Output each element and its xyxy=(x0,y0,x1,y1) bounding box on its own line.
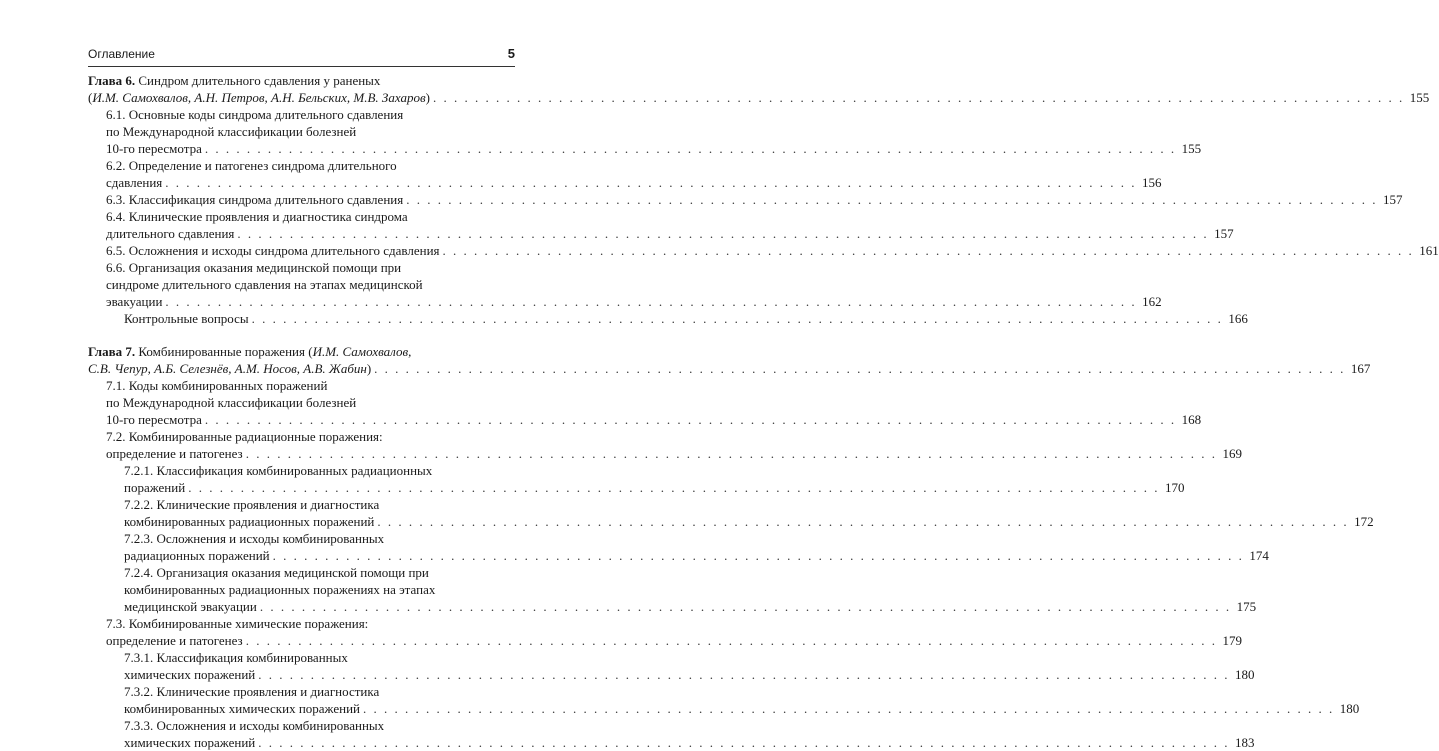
toc-entry-text-line: синдроме длительного сдавления на этапах медицинской xyxy=(106,277,423,292)
running-header xyxy=(88,46,515,61)
header-rule xyxy=(88,66,515,67)
toc-entry[interactable] xyxy=(88,530,1269,564)
chapter-page: 155 xyxy=(1409,90,1430,105)
toc-entry-text-line: 7.2.3. Осложнения и исходы комбинированных xyxy=(124,531,385,546)
toc-entry-text-line: 7.2.4. Организация оказания медицинской помощи при xyxy=(124,565,429,580)
toc-entry[interactable] xyxy=(88,377,1202,428)
toc-entry-title: комбинированных химических поражений xyxy=(124,701,360,716)
toc-entry[interactable] xyxy=(88,615,1242,649)
toc-entry[interactable] xyxy=(88,157,1162,191)
dot-leader xyxy=(246,445,1217,462)
dot-leader xyxy=(377,513,1348,530)
toc-entry-title: 6.3. Классификация синдрома длительного сдавления xyxy=(106,192,404,207)
toc-entry-page: 161 xyxy=(1419,243,1439,258)
dot-leader xyxy=(363,700,1334,717)
table-of-contents xyxy=(88,72,1439,751)
toc-entry[interactable] xyxy=(88,106,1202,157)
toc-entry[interactable] xyxy=(88,259,1162,310)
toc-entry-page: 180 xyxy=(1339,701,1360,716)
toc-entry-title: эвакуации xyxy=(106,294,163,309)
toc-entry[interactable] xyxy=(88,649,1255,683)
authors-open: ( xyxy=(88,90,93,105)
chapter-6-heading[interactable] xyxy=(88,72,1430,106)
toc-entry-page: 180 xyxy=(1235,667,1255,682)
toc-entry-page: 157 xyxy=(1382,192,1403,207)
dot-leader xyxy=(273,547,1244,564)
page-number: 5 xyxy=(507,46,515,61)
chapter-7-heading[interactable] xyxy=(88,343,1371,377)
chapter-authors-line1: И.М. Самохвалов, xyxy=(312,344,412,359)
toc-entry-title: определение и патогенез xyxy=(106,446,243,461)
toc-entry-title: химических поражений xyxy=(124,667,256,682)
authors-open: ( xyxy=(308,344,313,359)
toc-entry[interactable] xyxy=(88,683,1360,717)
dot-leader xyxy=(205,411,1176,428)
toc-entry-title: 10-го пересмотра xyxy=(106,141,202,156)
dot-leader xyxy=(237,225,1208,242)
toc-entry-title: химических поражений xyxy=(124,735,256,750)
toc-entry-page: 170 xyxy=(1164,480,1185,495)
chapter-page: 167 xyxy=(1350,361,1371,376)
authors-close: ) xyxy=(425,90,430,105)
toc-entry-page: 156 xyxy=(1142,175,1162,190)
chapter-label: Глава 7. xyxy=(88,344,136,359)
toc-entry-title: 6.5. Осложнения и исходы синдрома длительного сдавления xyxy=(106,243,440,258)
chapter-title: Комбинированные поражения xyxy=(138,344,305,359)
toc-entry-page: 168 xyxy=(1181,412,1202,427)
dot-leader xyxy=(258,666,1229,683)
toc-entry[interactable] xyxy=(88,191,1403,208)
toc-entry[interactable] xyxy=(88,717,1255,751)
toc-entry-text-line: 7.2.2. Клинические проявления и диагностика xyxy=(124,497,380,512)
toc-entry-text-line: 7.3. Комбинированные химические поражения: xyxy=(106,616,369,631)
toc-entry[interactable] xyxy=(88,564,1257,615)
toc-entry-text-line: по Международной классификации болезней xyxy=(106,395,357,410)
dot-leader xyxy=(246,632,1217,649)
toc-entry-text-line: 6.1. Основные коды синдрома длительного сдавления xyxy=(106,107,404,122)
toc-entry-page: 179 xyxy=(1222,633,1242,648)
toc-entry[interactable] xyxy=(88,462,1185,496)
toc-entry-title: 10-го пересмотра xyxy=(106,412,202,427)
toc-entry-text-line: 6.2. Определение и патогенез синдрома длительного xyxy=(106,158,397,173)
dot-leader xyxy=(165,293,1136,310)
toc-entry-text-line: 7.1. Коды комбинированных поражений xyxy=(106,378,328,393)
toc-entry-page: 155 xyxy=(1181,141,1202,156)
toc-entry-text-line: 6.6. Организация оказания медицинской помощи при xyxy=(106,260,402,275)
toc-entry-title: определение и патогенез xyxy=(106,633,243,648)
toc-entry-page: 162 xyxy=(1142,294,1162,309)
toc-entry-text-line: 6.4. Клинические проявления и диагностика синдрома xyxy=(106,209,408,224)
toc-entry-text-line: комбинированных радиационных поражениях на этапах xyxy=(124,582,436,597)
toc-entry[interactable] xyxy=(88,242,1439,259)
toc-entry-page: 172 xyxy=(1354,514,1374,529)
toc-entry-text-line: 7.2.1. Классификация комбинированных радиационных xyxy=(124,463,433,478)
toc-entry-title: сдавления xyxy=(106,175,163,190)
dot-leader xyxy=(260,598,1231,615)
toc-entry-text-line: 7.3.2. Клинические проявления и диагностика xyxy=(124,684,380,699)
authors-close: ) xyxy=(366,361,372,376)
toc-entry-page: 174 xyxy=(1249,548,1269,563)
running-header-title: Оглавление xyxy=(88,47,155,61)
toc-entry-page: 175 xyxy=(1236,599,1257,614)
toc-entry[interactable] xyxy=(88,208,1234,242)
toc-entry[interactable] xyxy=(88,428,1242,462)
chapter-authors: И.М. Самохвалов, А.Н. Петров, А.Н. Бельских, М.В. Захаров xyxy=(92,90,426,105)
dot-leader xyxy=(406,191,1377,208)
toc-entry-title: комбинированных радиационных поражений xyxy=(124,514,375,529)
toc-entry-page: 183 xyxy=(1235,735,1255,750)
toc-entry-title: длительного сдавления xyxy=(106,226,235,241)
dot-leader xyxy=(443,242,1414,259)
dot-leader xyxy=(188,479,1159,496)
chapter-authors-line2: С.В. Чепур, А.Б. Селезнёв, А.М. Носов, А.В. Жабин xyxy=(88,361,367,376)
toc-entry-text-line: по Международной классификации болезней xyxy=(106,124,357,139)
toc-entry-title: медицинской эвакуации xyxy=(124,599,257,614)
toc-entry[interactable] xyxy=(88,496,1374,530)
toc-entry-page: 157 xyxy=(1214,226,1234,241)
toc-entry-text-line: 7.3.1. Классификация комбинированных xyxy=(124,650,348,665)
toc-entry-questions[interactable] xyxy=(88,310,1248,327)
chapter-title: Синдром длительного сдавления у раненых xyxy=(138,73,381,88)
toc-entry-title: поражений xyxy=(124,480,186,495)
dot-leader xyxy=(258,734,1229,751)
chapter-label: Глава 6. xyxy=(88,73,136,88)
toc-entry-title: радиационных поражений xyxy=(124,548,270,563)
toc-entry-title: Контрольные вопросы xyxy=(124,311,249,326)
toc-entry-text-line: 7.2. Комбинированные радиационные поражения: xyxy=(106,429,383,444)
dot-leader xyxy=(205,140,1176,157)
toc-entry-page: 166 xyxy=(1228,311,1248,326)
toc-entry-text-line: 7.3.3. Осложнения и исходы комбинированных xyxy=(124,718,385,733)
toc-entry-page: 169 xyxy=(1222,446,1242,461)
dot-leader xyxy=(165,174,1136,191)
